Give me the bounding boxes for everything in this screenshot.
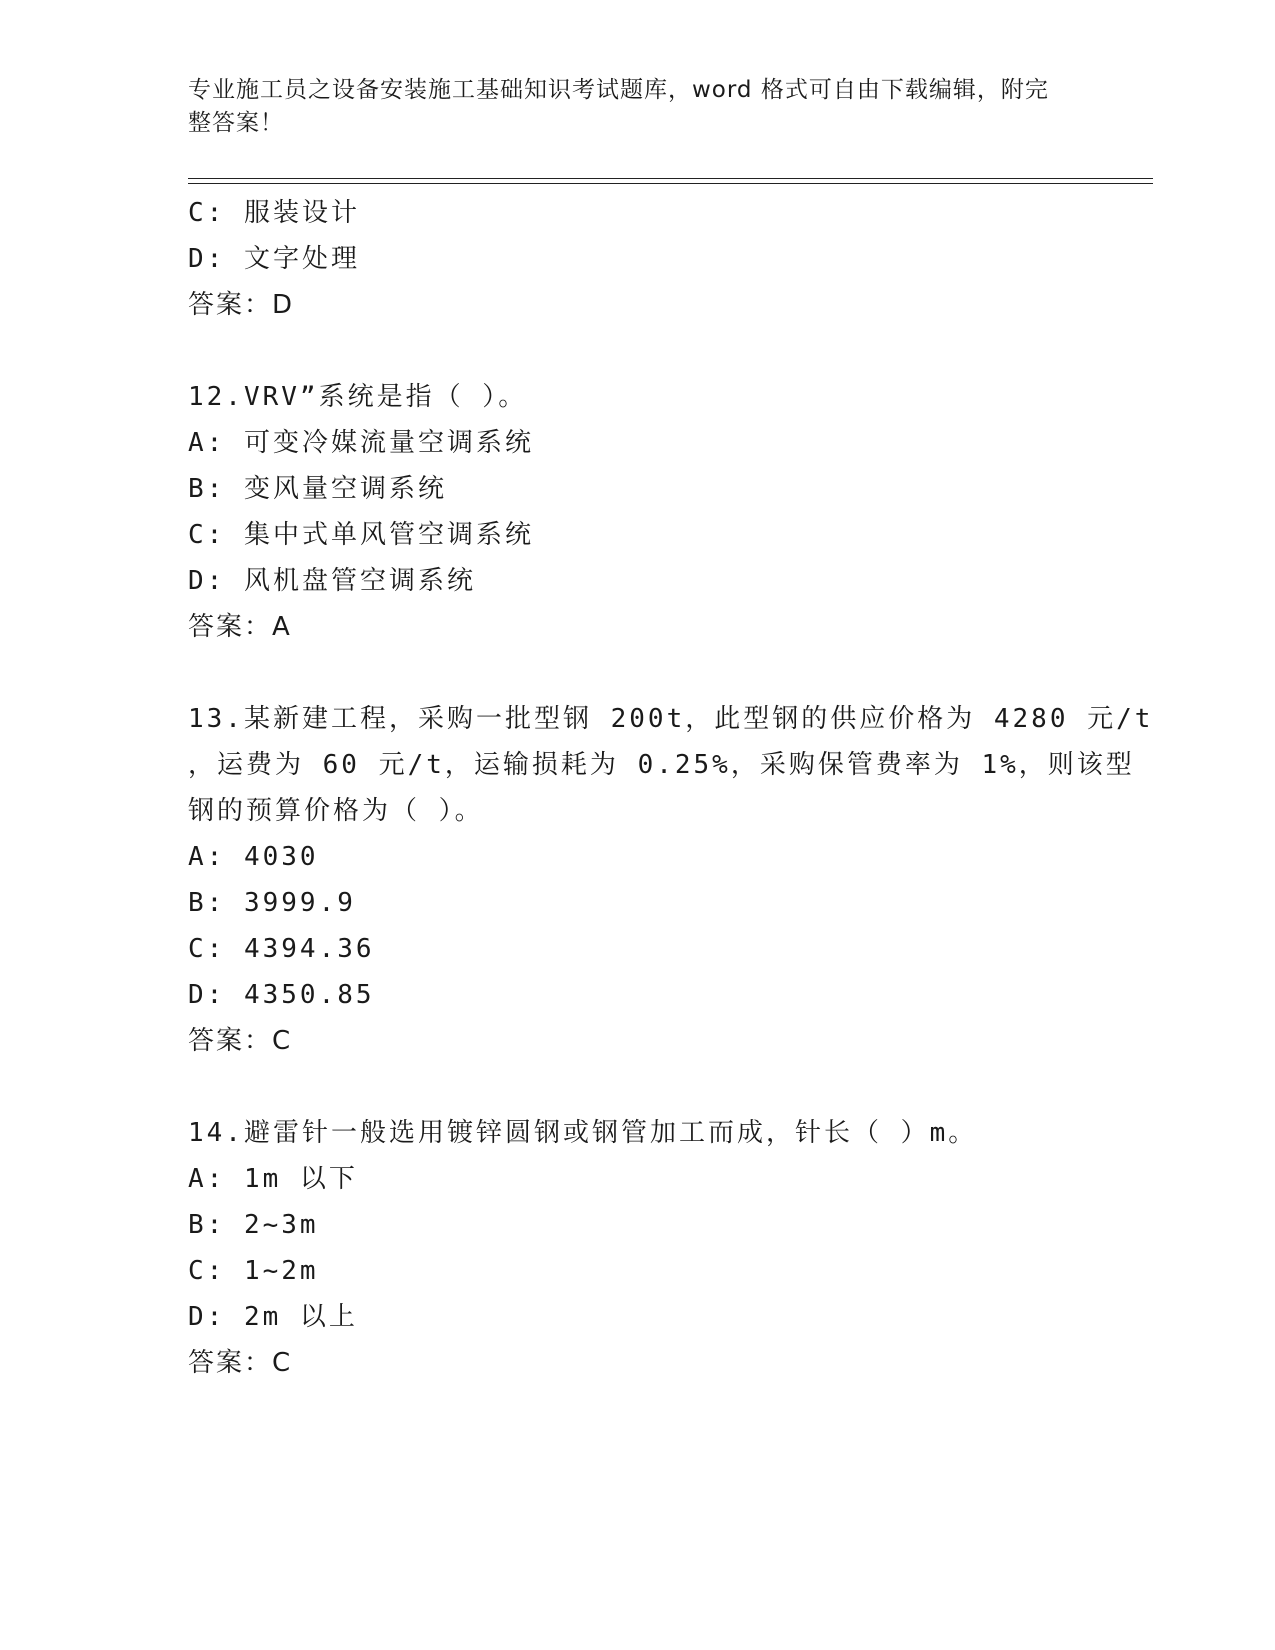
question-stem: 14.避雷针一般选用镀锌圆钢或钢管加工而成，针长（ ）m。 xyxy=(188,1118,978,1148)
answer: 答案：C xyxy=(188,1026,293,1056)
spacer xyxy=(188,1064,1088,1110)
option-d: D: 风机盘管空调系统 xyxy=(188,566,476,596)
option-a: A: 1m 以下 xyxy=(188,1164,358,1194)
answer: 答案：D xyxy=(188,290,295,320)
question-14 xyxy=(188,1110,1088,1386)
question-stem: 13.某新建工程，采购一批型钢 200t，此型钢的供应价格为 4280 元/t xyxy=(188,704,1154,734)
option-b: B: 2~3m xyxy=(188,1210,319,1240)
option-d: D: 4350.85 xyxy=(188,980,375,1010)
spacer xyxy=(188,328,1088,374)
header-line-1: 专业施工员之设备安装施工基础知识考试题库，word 格式可自由下载编辑，附完 xyxy=(188,77,1049,103)
option-b: B: 变风量空调系统 xyxy=(188,474,447,504)
header-divider-bottom xyxy=(188,183,1153,184)
document-header xyxy=(188,74,1068,140)
option-c: C: 服装设计 xyxy=(188,198,360,228)
question-13 xyxy=(188,696,1154,1064)
option-d: D: 2m 以上 xyxy=(188,1302,358,1332)
question-11-tail xyxy=(188,190,1088,328)
option-d: D: 文字处理 xyxy=(188,244,360,274)
header-line-2: 整答案！ xyxy=(188,110,284,136)
answer: 答案：A xyxy=(188,612,292,642)
option-c: C: 集中式单风管空调系统 xyxy=(188,520,534,550)
question-stem: 12.VRV”系统是指（ ）。 xyxy=(188,382,528,412)
question-stem: 钢的预算价格为（ ）。 xyxy=(188,796,484,826)
question-list xyxy=(188,190,1154,1386)
header-divider-top xyxy=(188,178,1153,179)
option-b: B: 3999.9 xyxy=(188,888,356,918)
option-a: A: 4030 xyxy=(188,842,319,872)
question-stem: ，运费为 60 元/t，运输损耗为 0.25%，采购保管费率为 1%，则该型 xyxy=(188,750,1135,780)
option-a: A: 可变冷媒流量空调系统 xyxy=(188,428,534,458)
option-c: C: 1~2m xyxy=(188,1256,319,1286)
option-c: C: 4394.36 xyxy=(188,934,375,964)
question-12 xyxy=(188,374,1088,650)
spacer xyxy=(188,650,1088,696)
answer: 答案：C xyxy=(188,1348,293,1378)
